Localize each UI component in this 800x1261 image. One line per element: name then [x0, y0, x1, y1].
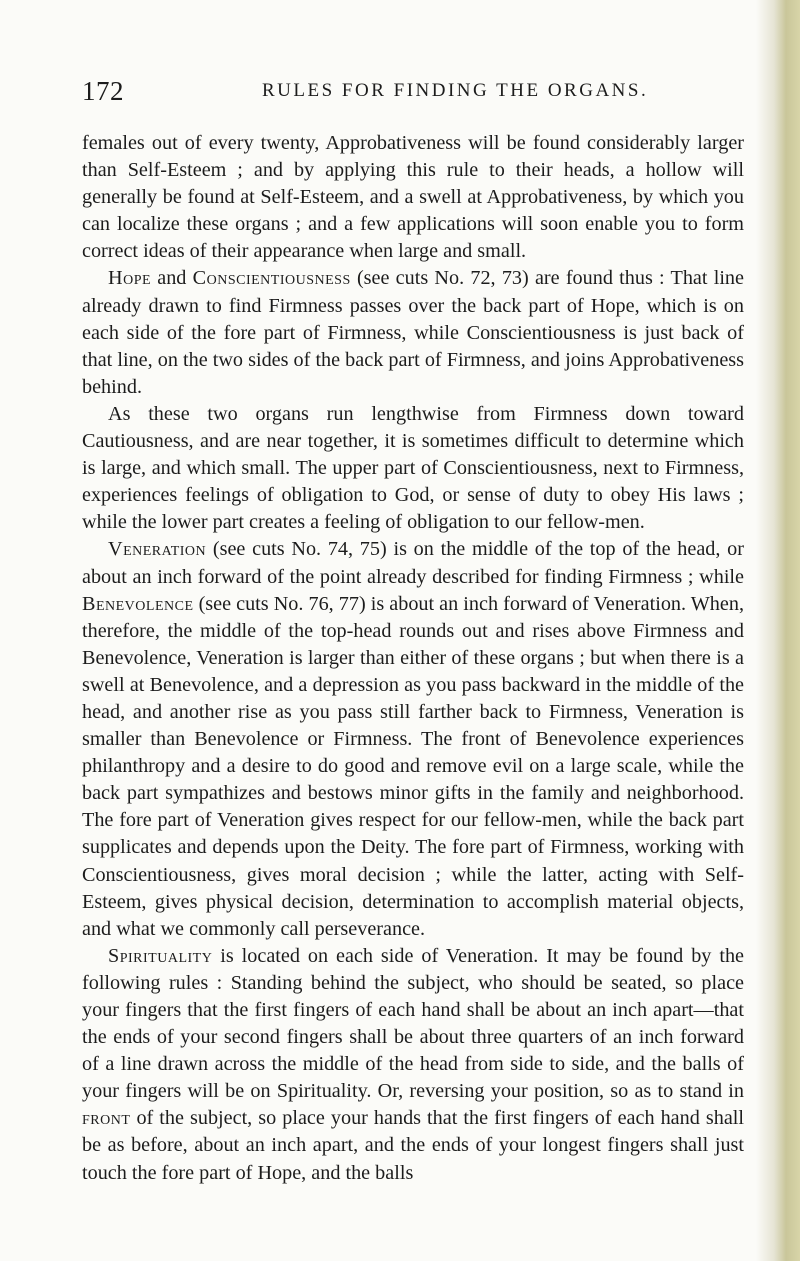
paragraph-text: is located on each side of Veneration. It may be found by the following rules : Standing behind the subject, who should be seated, so place your fingers that the first fingers of each hand shall be about an inch apart—that the ends of your second fingers shall be about three quarters of an inch forward of a line drawn across the middle of the head from side to side, and the balls of your fingers will be on Spirituality. Or, reversing your position, so as to stand in [82, 944, 744, 1103]
paragraph-text: females out of every twenty, Approbativeness will be found considerably larger than Self-Esteem ; and by applying this rule to their heads, a hollow will generally be found at Self-Esteem, and a swell at Approbativeness, by which you can localize these organs ; and a few applications will soon enable you to form correct ideas of their appearance when large and small. [82, 132, 744, 263]
paragraph-text: of the subject, so place your hands that the first fingers of each hand shall be as before, about an inch apart, and the ends of your longest fingers shall just touch the fore part of Hope, and the balls [82, 1107, 744, 1184]
page-header [82, 76, 742, 106]
paragraph [82, 130, 744, 265]
organ-name: Hope [108, 267, 152, 290]
body-text [82, 130, 744, 1187]
paragraph-text: (see cuts No. 72, 73) are found thus : That line already drawn to find Firmness passes over the back part of Hope, which is on each side of the fore part of Firmness, while Conscientiousness is just back of that line, on the two sides of the back part of Firmness, and joins Approbativeness behind. [82, 267, 744, 398]
page-edge-shadow [756, 0, 800, 1261]
organ-name: Spirituality [108, 944, 213, 967]
paragraph-text: (see cuts No. 74, 75) is on the middle of the top of the head, or about an inch forward of the point already described for finding Firmness ; while [82, 538, 744, 588]
paragraph [82, 265, 744, 400]
organ-name: Benevolence [82, 592, 194, 615]
page-number: 172 [82, 76, 124, 106]
paragraph [82, 943, 744, 1187]
paragraph [82, 536, 744, 942]
running-head: RULES FOR FINDING THE ORGANS. [262, 80, 649, 101]
emphasis: front [82, 1107, 131, 1130]
paragraph-text: and [151, 267, 193, 290]
organ-name: Conscientiousness [192, 267, 351, 290]
paragraph [82, 401, 744, 536]
paragraph-text: (see cuts No. 76, 77) is about an inch forward of Veneration. When, therefore, the middle of the top-head rounds out and rises above Firmness and Benevolence, Veneration is larger than either of these organs ; but when there is a swell at Benevolence, and a depression as you pass backward in the middle of the head, and another rise as you pass still farther back to Firmness, Veneration is smaller than Benevolence or Firmness. The front of Benevolence experiences philanthropy and a desire to do good and remove evil on a large scale, while the back part sympathizes and bestows minor gifts in the family and neighborhood. The fore part of Veneration gives respect for our fellow-men, while the back part supplicates and depends upon the Deity. The fore part of Firmness, working with Conscientiousness, gives moral decision ; while the latter, acting with Self-Esteem, gives physical decision, determination to accomplish material objects, and what we commonly call perseverance. [82, 592, 744, 940]
organ-name: Veneration [108, 538, 207, 561]
paragraph-text: As these two organs run lengthwise from Firmness down toward Cautiousness, and are near together, it is sometimes difficult to determine which is large, and which small. The upper part of Conscientiousness, next to Firmness, experiences feelings of obligation to God, or sense of duty to obey His laws ; while the lower part creates a feeling of obligation to our fellow-men. [82, 402, 744, 534]
